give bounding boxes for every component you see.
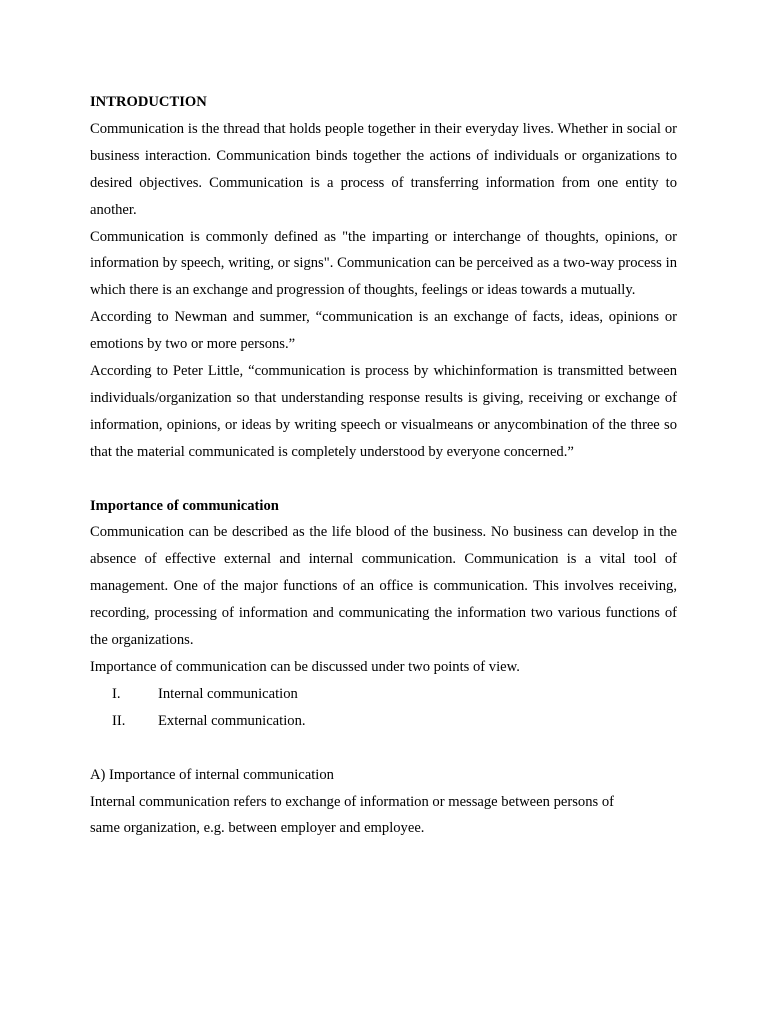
introduction-paragraph: According to Peter Little, “communication is process by whichinformation is transmitted between individuals/organization so that understanding response results is giving, receiving or exchange of information, opinions, or ideas by writing speech or visualmeans or anycombination of the three so that the material communicated is completely understood by everyone concerned.” — [90, 363, 677, 460]
importance-paragraph: Importance of communication can be discussed under two points of view. — [90, 659, 520, 676]
list-number: II. — [112, 712, 126, 729]
internal-heading: A) Importance of internal communication — [90, 766, 334, 783]
importance-heading: Importance of communication — [90, 497, 279, 514]
list-text: Internal communication — [158, 685, 298, 702]
list-number: I. — [112, 685, 121, 702]
internal-line: same organization, e.g. between employer and employee. — [90, 820, 425, 837]
list-text: External communication. — [158, 712, 306, 729]
introduction-heading: INTRODUCTION — [90, 94, 207, 110]
section-spacer — [90, 466, 677, 493]
list-item — [90, 681, 677, 708]
importance-paragraph: Communication can be described as the life blood of the business. No business can develop in the absence of effective external and internal communication. Communication is a vital tool of management. One of the major functions of an office is communication. This involves receiving, recording, processing of information and communicating the information two various functions of the organizations. — [90, 524, 677, 649]
internal-line: Internal communication refers to exchange of information or message between persons of — [90, 793, 614, 810]
section-spacer — [90, 735, 677, 762]
introduction-paragraph: According to Newman and summer, “communication is an exchange of facts, ideas, opinions or emotions by two or more persons.” — [90, 309, 677, 353]
document-page — [90, 89, 677, 842]
introduction-paragraph: Communication is commonly defined as "the imparting or interchange of thoughts, opinions, or information by speech, writing, or signs". Communication can be perceived as a two-way process in which there is an exchange and progression of thoughts, feelings or ideas towards a mutually. — [90, 228, 677, 299]
list-item — [90, 708, 677, 735]
introduction-paragraph: Communication is the thread that holds people together in their everyday lives. Whether in social or business interaction. Communication binds together the actions of individuals or organizations to desired objectives. Communication is a process of transferring information from one entity to another. — [90, 120, 677, 218]
